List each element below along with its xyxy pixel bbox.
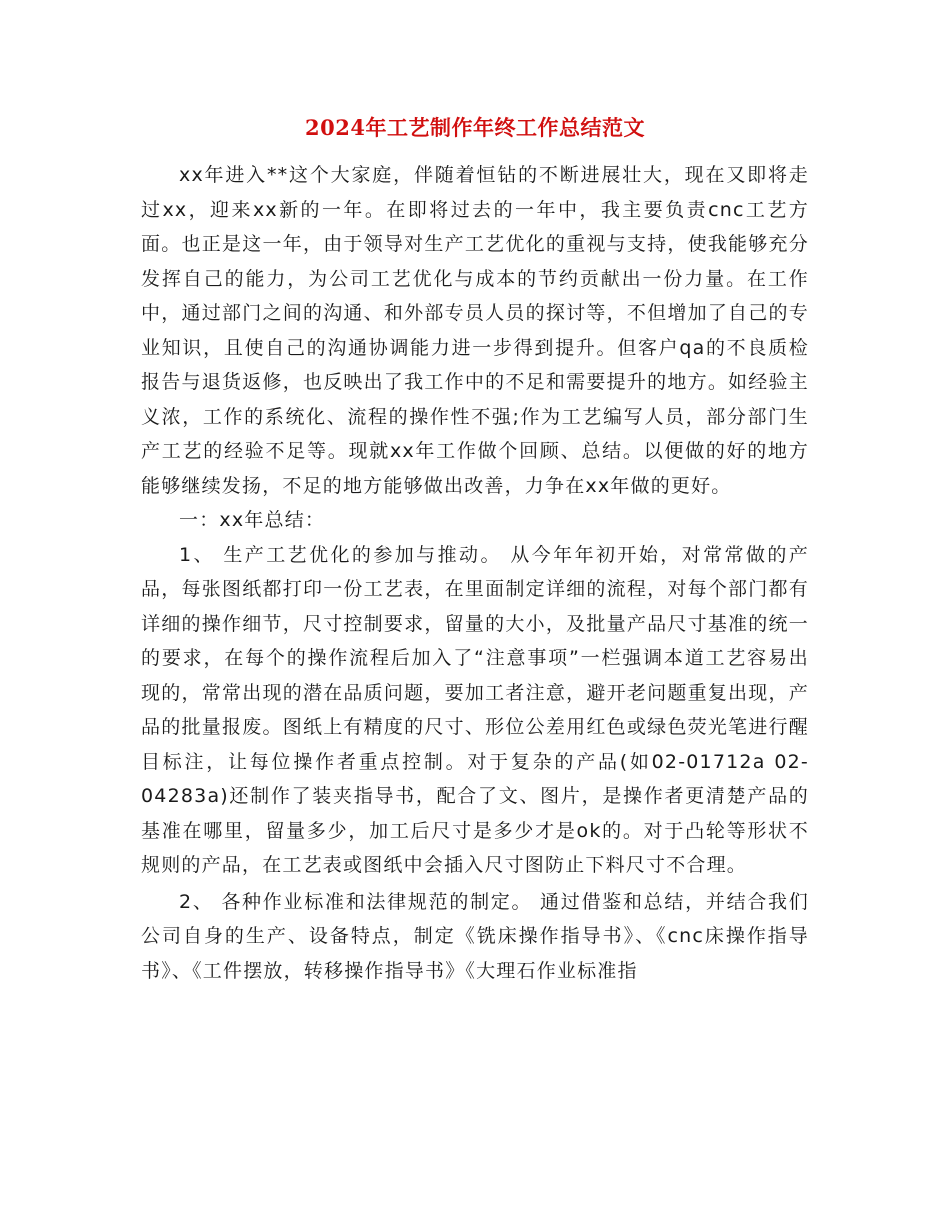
paragraph-intro: xx年进入**这个大家庭，伴随着恒钻的不断进展壮大，现在又即将走过xx，迎来xx新的一年。在即将过去的一年中，我主要负责cnc工艺方面。也正是这一年，由于领导对生产工艺优化的重视与支持，使我能够充分发挥自己的能力，为公司工艺优化与成本的节约贡献出一份力量。在工作中，通过部门之间的沟通、和外部专员人员的探讨等，不但增加了自己的专业知识，且使自己的沟通协调能力进一步得到提升。但客户qa的不良质检报告与退货返修，也反映出了我工作中的不足和需要提升的地方。如经验主义浓，工作的系统化、流程的操作性不强;作为工艺编写人员，部分部门生产工艺的经验不足等。现就xx年工作做个回顾、总结。以便做的好的地方能够继续发扬，不足的地方能够做出改善，力争在xx年做的更好。 xyxy=(141,164,809,497)
document-body xyxy=(141,158,809,988)
document-title: 2024年工艺制作年终工作总结范文 xyxy=(305,115,645,140)
paragraph-item-2: 2、 各种作业标准和法律规范的制定。 通过借鉴和总结，并结合我们公司自身的生产、设备特点，制定《铣床操作指导书》、《cnc床操作指导书》、《工件摆放，转移操作指导书》《大理石作业标准指 xyxy=(141,890,809,982)
paragraph-item-1: 1、 生产工艺优化的参加与推动。 从今年年初开始，对常常做的产品，每张图纸都打印一份工艺表，在里面制定详细的流程，对每个部门都有详细的操作细节，尺寸控制要求，留量的大小，及批量产品尺寸基准的统一的要求，在每个的操作流程后加入了“注意事项”一栏强调本道工艺容易出现的，常常出现的潜在品质问题，要加工者注意，避开老问题重复出现，产品的批量报废。图纸上有精度的尺寸、形位公差用红色或绿色荧光笔进行醒目标注，让每位操作者重点控制。对于复杂的产品(如02-01712a 02-04283a)还制作了装夹指导书，配合了文、图片，是操作者更清楚产品的基准在哪里，留量多少，加工后尺寸是多少才是ok的。对于凸轮等形状不规则的产品，在工艺表或图纸中会插入尺寸图防止下料尺寸不合理。 xyxy=(141,543,809,876)
section-heading-summary: 一：xx年总结： xyxy=(179,509,326,531)
